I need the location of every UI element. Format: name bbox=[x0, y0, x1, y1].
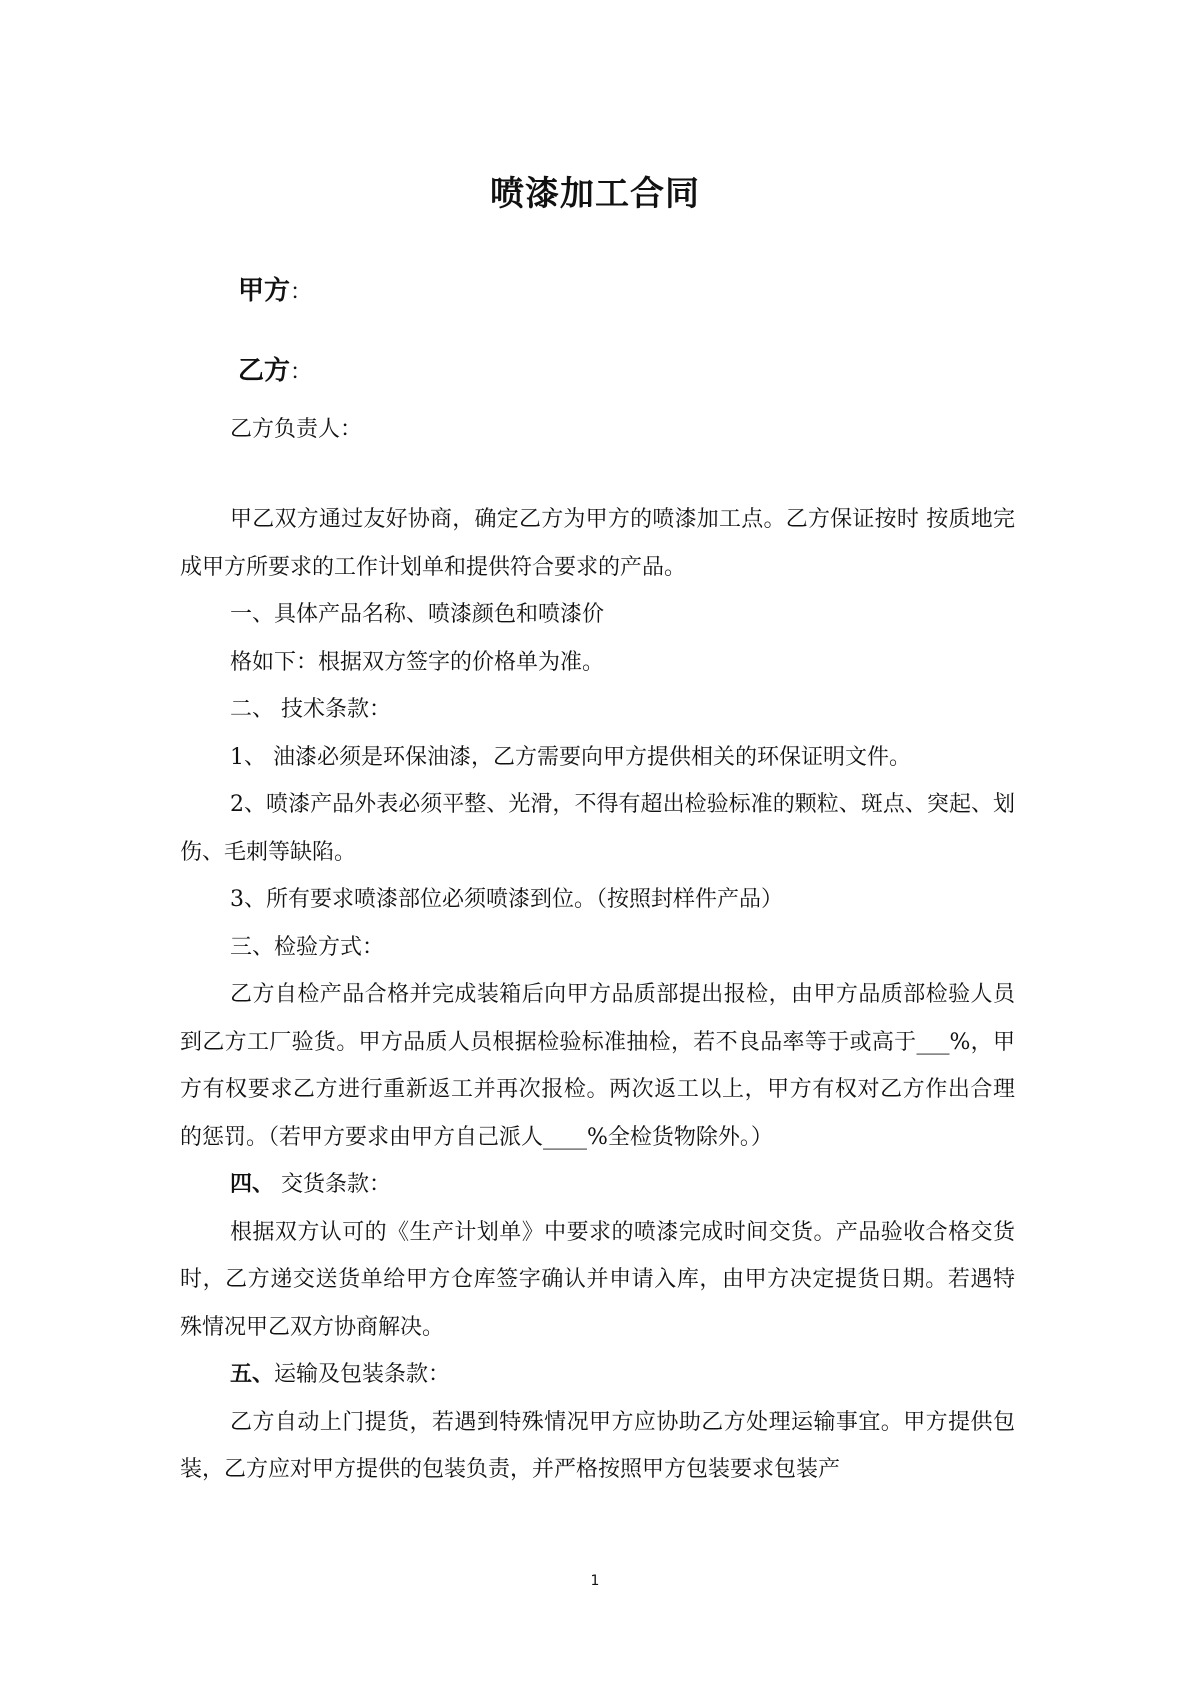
document-title: 喷漆加工合同 bbox=[490, 174, 700, 214]
section-1-heading: 一、具体产品名称、喷漆颜色和喷漆价 bbox=[230, 602, 605, 627]
section-5-heading bbox=[180, 1351, 1015, 1399]
party-a-line bbox=[238, 270, 312, 307]
party-b-label: 乙方 bbox=[238, 356, 291, 386]
section-2-item-1: 1、 油漆必须是环保油漆，乙方需要向甲方提供相关的环保证明文件。 bbox=[230, 744, 911, 770]
party-b-colon: ： bbox=[290, 360, 313, 385]
party-b-responsible-line: 乙方负责人： bbox=[230, 417, 363, 442]
section-2-heading: 二、 技术条款： bbox=[230, 697, 391, 722]
section-3-text: 乙方自检产品合格并完成装箱后向甲方品质部提出报检，由甲方品质部检验人员到乙方工厂验货。甲方品质人员根据检验标准抽检，若不良品率等于或高于___%，甲方有权要求乙方进行重新返工并再次报检。两次返工以上，甲方有权对乙方作出合理的惩罚。（若甲方要求由甲方自己派人____%全检货物除外。） bbox=[180, 982, 1015, 1150]
intro-paragraph: 甲乙双方通过友好协商，确定乙方为甲方的喷漆加工点。乙方保证按时 按质地完成甲方所要求的工作计划单和提供符合要求的产品。 bbox=[180, 507, 1015, 580]
party-b-line bbox=[238, 350, 312, 387]
section-4-heading bbox=[180, 1161, 1015, 1209]
section-4-number: 四、 bbox=[230, 1171, 275, 1197]
party-a-colon: ： bbox=[290, 280, 313, 305]
section-2-item-3: 3、所有要求喷漆部位必须喷漆到位。（按照封样件产品） bbox=[230, 887, 783, 912]
section-2-item-2: 2、喷漆产品外表必须平整、光滑，不得有超出检验标准的颗粒、斑点、突起、划伤、毛刺等缺陷。 bbox=[180, 792, 1015, 865]
section-4-title: 交货条款： bbox=[274, 1172, 392, 1197]
section-5-text: 乙方自动上门提货，若遇到特殊情况甲方应协助乙方处理运输事宜。甲方提供包装，乙方应对甲方提供的包装负责，并严格按照甲方包装要求包装产 bbox=[180, 1409, 1015, 1482]
contract-body bbox=[180, 496, 1015, 1494]
section-4-text: 根据双方认可的《生产计划单》中要求的喷漆完成时间交货。产品验收合格交货时，乙方递交送货单给甲方仓库签字确认并申请入库，由甲方决定提货日期。若遇特殊情况甲乙双方协商解决。 bbox=[180, 1219, 1015, 1340]
section-3-heading: 三、检验方式： bbox=[230, 934, 385, 960]
section-5-title: 运输及包装条款： bbox=[274, 1362, 451, 1387]
section-1-text: 格如下：根据双方签字的价格单为准。 bbox=[230, 649, 605, 675]
section-5-number: 五、 bbox=[230, 1361, 275, 1387]
party-a-label: 甲方 bbox=[238, 276, 291, 306]
page-number: 1 bbox=[590, 1573, 600, 1589]
